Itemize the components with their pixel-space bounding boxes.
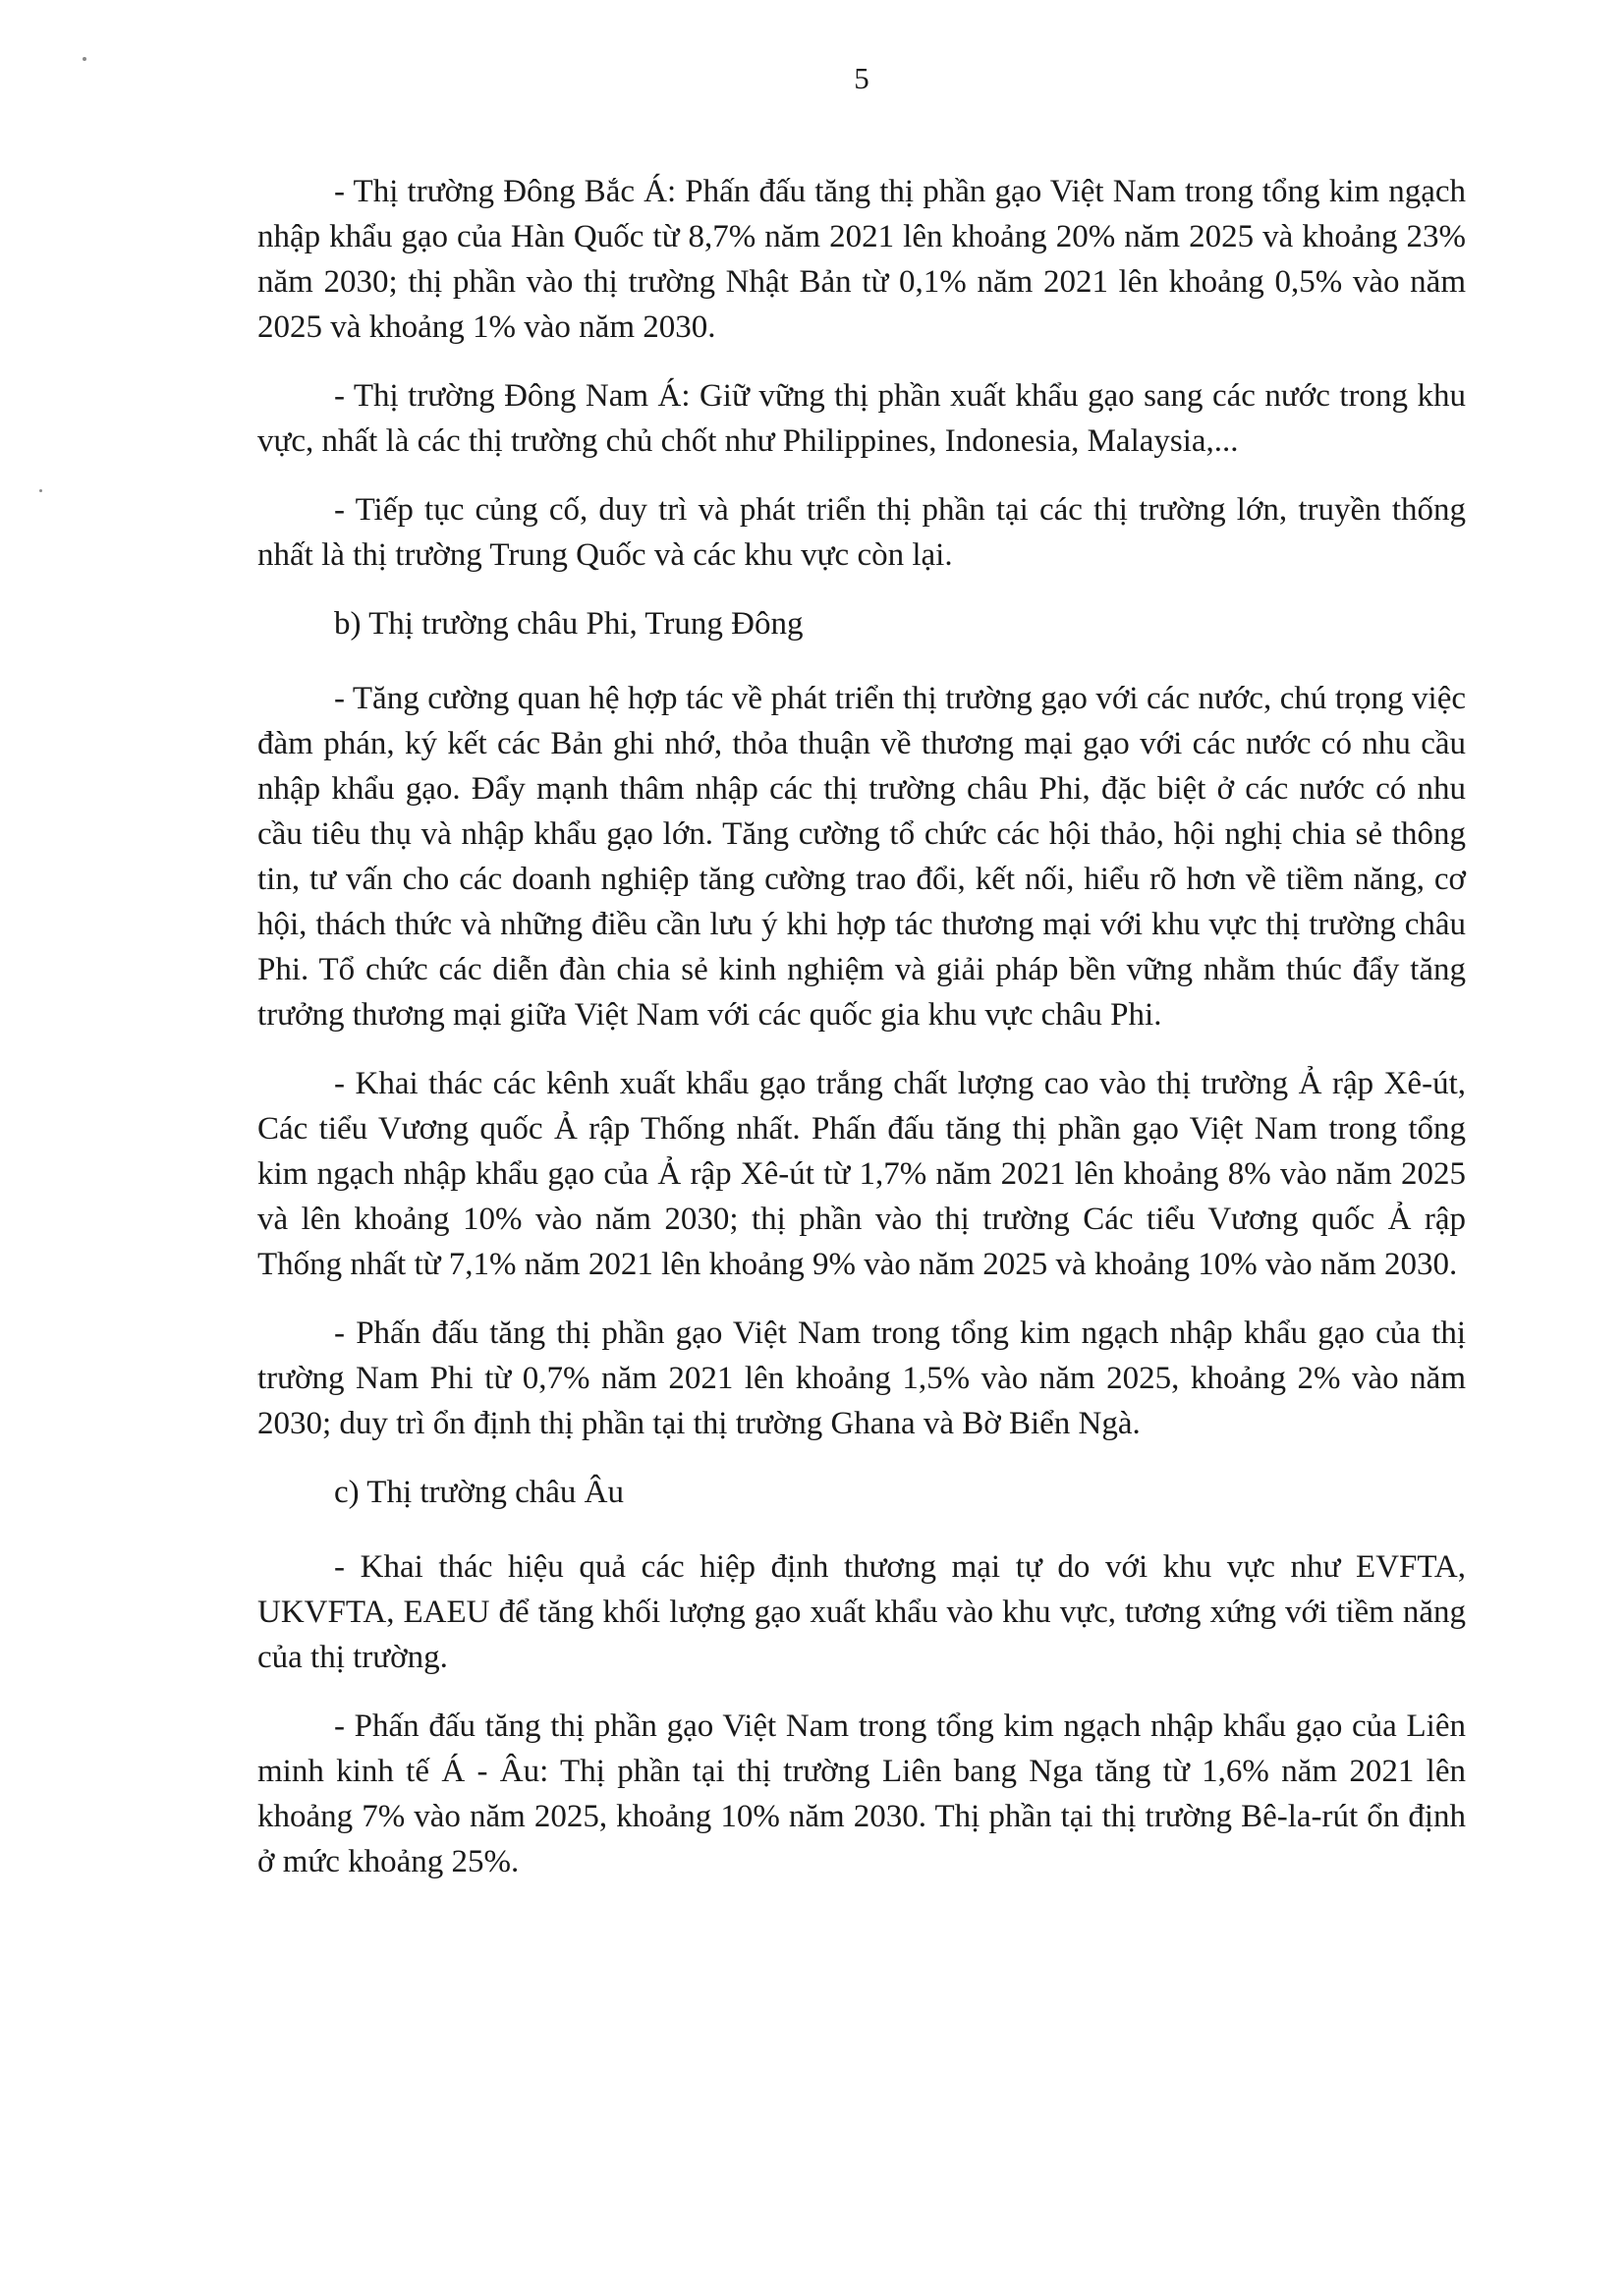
scan-speck xyxy=(83,57,86,61)
section-heading-europe: c) Thị trường châu Âu xyxy=(334,1475,624,1510)
paragraph-south-africa: - Phấn đấu tăng thị phần gạo Việt Nam trong tổng kim ngạch nhập khẩu gạo của thị trường Nam Phi từ 0,7% năm 2021 lên khoảng 1,5% vào năm 2025, khoảng 2% vào năm 2030; duy trì ổn định thị phần tại thị trường Ghana và Bờ Biển Ngà. xyxy=(257,1316,1466,1441)
scan-speck xyxy=(39,489,42,492)
paragraph-africa-cooperation: - Tăng cường quan hệ hợp tác về phát triển thị trường gạo với các nước, chú trọng việc đàm phán, ký kết các Bản ghi nhớ, thỏa thuận về thương mại gạo với các nước có nhu cầu nhập khẩu gạo. Đẩy mạnh thâm nhập các thị trường châu Phi, đặc biệt ở các nước có nhu cầu tiêu thụ và nhập khẩu gạo lớn. Tăng cường tổ chức các hội thảo, hội nghị chia sẻ thông tin, tư vấn cho các doanh nghiệp tăng cường trao đổi, kết nối, hiểu rõ hơn về tiềm năng, cơ hội, thách thức và những điều cần lưu ý khi hợp tác thương mại với khu vực thị trường châu Phi. Tổ chức các diễn đàn chia sẻ kinh nghiệm và giải pháp bền vững nhằm thúc đẩy tăng trưởng thương mại giữa Việt Nam với các quốc gia khu vực châu Phi. xyxy=(257,681,1466,1033)
paragraph-fta: - Khai thác hiệu quả các hiệp định thương mại tự do với khu vực như EVFTA, UKVFTA, EAEU để tăng khối lượng gạo xuất khẩu vào khu vực, tương xứng với tiềm năng của thị trường. xyxy=(257,1549,1466,1675)
document-body xyxy=(257,169,1466,1908)
document-page xyxy=(257,0,1466,2296)
paragraph-traditional-markets: - Tiếp tục củng cố, duy trì và phát triển thị phần tại các thị trường lớn, truyền thống nhất là thị trường Trung Quốc và các khu vực còn lại. xyxy=(257,492,1466,573)
paragraph-northeast-asia: - Thị trường Đông Bắc Á: Phấn đấu tăng thị phần gạo Việt Nam trong tổng kim ngạch nhập khẩu gạo của Hàn Quốc từ 8,7% năm 2021 lên khoảng 20% năm 2025 và khoảng 23% năm 2030; thị phần vào thị trường Nhật Bản từ 0,1% năm 2021 lên khoảng 0,5% vào năm 2025 và khoảng 1% vào năm 2030. xyxy=(257,174,1466,345)
paragraph-saudi-uae: - Khai thác các kênh xuất khẩu gạo trắng chất lượng cao vào thị trường Ả rập Xê-út, Các tiểu Vương quốc Ả rập Thống nhất. Phấn đấu tăng thị phần gạo Việt Nam trong tổng kim ngạch nhập khẩu gạo của Ả rập Xê-út từ 1,7% năm 2021 lên khoảng 8% vào năm 2025 và lên khoảng 10% vào năm 2030; thị phần vào thị trường Các tiểu Vương quốc Ả rập Thống nhất từ 7,1% năm 2021 lên khoảng 9% vào năm 2025 và khoảng 10% vào năm 2030. xyxy=(257,1066,1466,1282)
section-heading-africa-middle-east: b) Thị trường châu Phi, Trung Đông xyxy=(334,606,804,642)
paragraph-eaeu: - Phấn đấu tăng thị phần gạo Việt Nam trong tổng kim ngạch nhập khẩu gạo của Liên minh kinh tế Á - Âu: Thị phần tại thị trường Liên bang Nga tăng từ 1,6% năm 2021 lên khoảng 7% vào năm 2025, khoảng 10% năm 2030. Thị phần tại thị trường Bê-la-rút ổn định ở mức khoảng 25%. xyxy=(257,1708,1466,1879)
paragraph-southeast-asia: - Thị trường Đông Nam Á: Giữ vững thị phần xuất khẩu gạo sang các nước trong khu vực, nhất là các thị trường chủ chốt như Philippines, Indonesia, Malaysia,... xyxy=(257,378,1466,459)
page-number: 5 xyxy=(854,61,869,95)
